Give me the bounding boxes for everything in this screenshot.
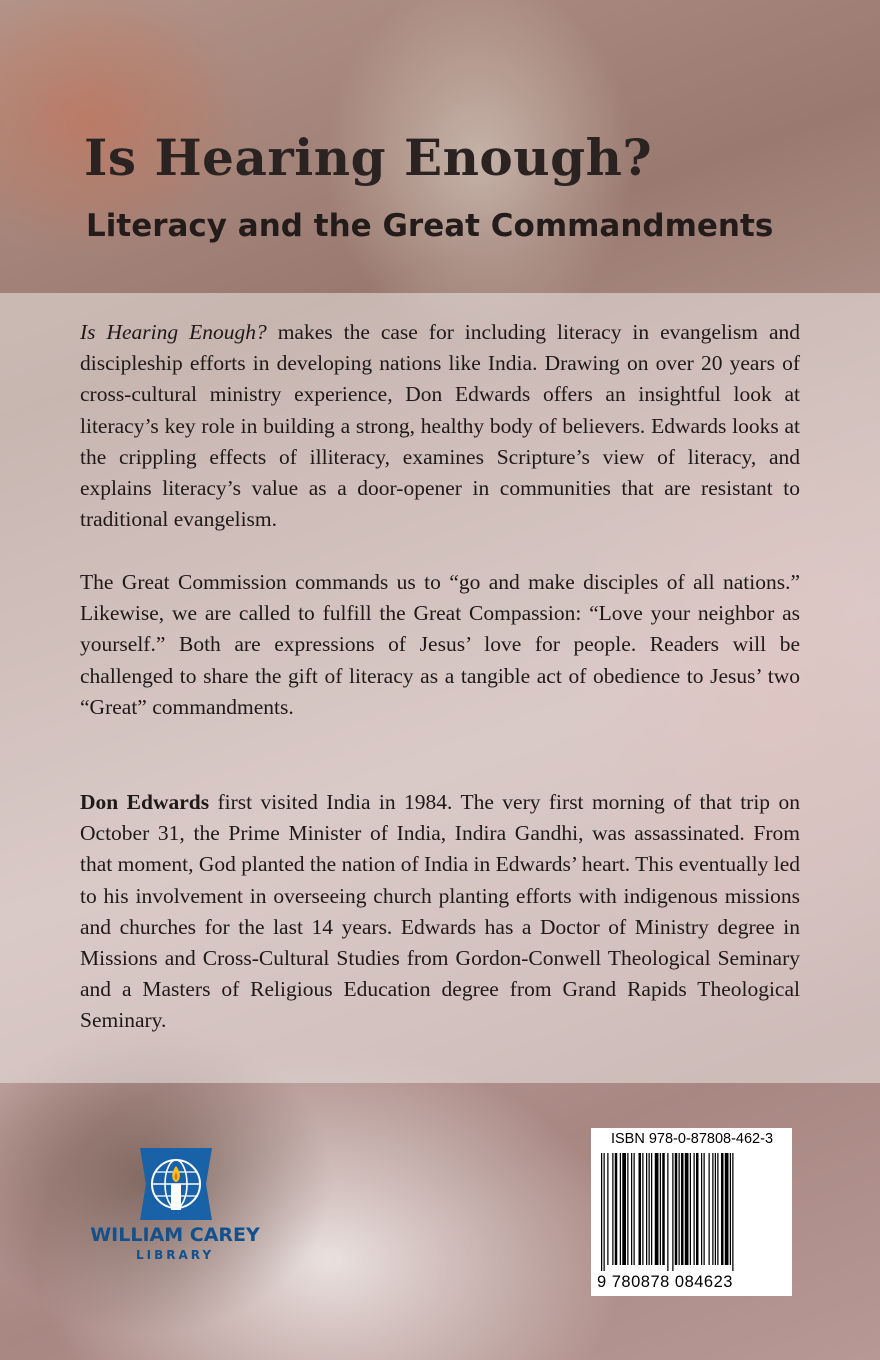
barcode-bar (642, 1153, 643, 1265)
barcode-bar (615, 1153, 618, 1265)
barcode-bar (655, 1153, 659, 1265)
barcode-bar (701, 1153, 702, 1265)
barcode-bar (675, 1153, 678, 1265)
barcode-bar (679, 1153, 680, 1265)
book-subtitle: Literacy and the Great Commandments (86, 208, 774, 244)
barcode-bar (622, 1153, 626, 1265)
barcode-bar (685, 1153, 689, 1265)
description-paragraph-1 (80, 317, 800, 535)
barcode-bar (620, 1153, 621, 1265)
barcode-bar (717, 1153, 718, 1265)
description-paragraph-1-text: makes the case for including literacy in evangelism and discipleship efforts in developing nations like India. Drawing on over 20 years of cross-cultural ministry experience, Don Edwards offers an insightful look at literacy’s key role in building a strong, healthy body of believers. Edwards looks at the crippling effects of illiteracy, examines Scripture’s view of literacy, and explains literacy’s value as a door-opener in communities that are resistant to traditional evangelism. (80, 320, 801, 532)
barcode-bar (704, 1153, 705, 1265)
barcode-bar (631, 1153, 632, 1265)
author-name: Don Edwards (80, 790, 210, 814)
barcode-number: 9 780878 084623 (597, 1273, 733, 1291)
barcode-bar (712, 1153, 713, 1265)
barcode-bar (601, 1153, 602, 1271)
barcode-bar (730, 1153, 731, 1265)
barcode-bar (732, 1153, 733, 1271)
barcode-bar (649, 1153, 650, 1265)
description-paragraph-2: The Great Commission commands us to “go and make disciples of all nations.” Likewise, we are called to fulfill the Great Compassion: “Love your neighbor as yourself.” Both are expressions of Jesus’ love for people. Readers will be challenged to share the gift of literacy as a tangible act of obedience to Jesus’ two “Great” commandments. (80, 570, 800, 719)
barcode-bar (715, 1153, 716, 1265)
isbn-barcode (591, 1128, 792, 1296)
barcode-bar (634, 1153, 635, 1265)
author-bio-text: first visited India in 1984. The very first morning of that trip on October 31, the Prime Minister of India, Indira Gandhi, was assassinated. From that moment, God planted the nation of India in Edwards’ heart. This eventually led to his involvement in overseeing church planting efforts with indigenous missions and churches for the last 14 years. Edwards has a Doctor of Ministry degree in Missions and Cross-Cultural Studies from Gordon-Conwell Theological Seminary and a Masters of Religious Education degree from Grand Rapids Theological Seminary. (80, 790, 800, 1033)
barcode-bar (660, 1153, 661, 1265)
barcode-bar (612, 1153, 613, 1265)
barcode-bar (662, 1153, 665, 1265)
barcode-bar (646, 1153, 647, 1265)
barcode-bar (725, 1153, 729, 1265)
barcode-bar (651, 1153, 652, 1265)
barcode-bar (672, 1153, 673, 1271)
barcode-bar (604, 1153, 605, 1271)
barcode-bar (690, 1153, 691, 1265)
barcode-bar (627, 1153, 628, 1265)
barcode-bar (696, 1153, 699, 1265)
barcode-bar (639, 1153, 642, 1265)
barcode-bars (599, 1153, 785, 1273)
barcode-bar (667, 1153, 668, 1271)
globe-candle-icon (136, 1144, 216, 1224)
publisher-logo (80, 1144, 270, 1274)
barcode-bar (709, 1153, 710, 1265)
author-bio (80, 787, 800, 1037)
book-title: Is Hearing Enough? (84, 128, 653, 187)
barcode-bar (681, 1153, 684, 1265)
publisher-subname: LIBRARY (135, 1248, 215, 1262)
isbn-label: ISBN 978-0-87808-462-3 (610, 1131, 774, 1147)
barcode-bar (607, 1153, 608, 1265)
description-book-title: Is Hearing Enough? (80, 320, 267, 344)
barcode-bar (721, 1153, 724, 1265)
barcode-bar (694, 1153, 695, 1265)
publisher-name: WILLIAM CAREY (90, 1224, 260, 1246)
